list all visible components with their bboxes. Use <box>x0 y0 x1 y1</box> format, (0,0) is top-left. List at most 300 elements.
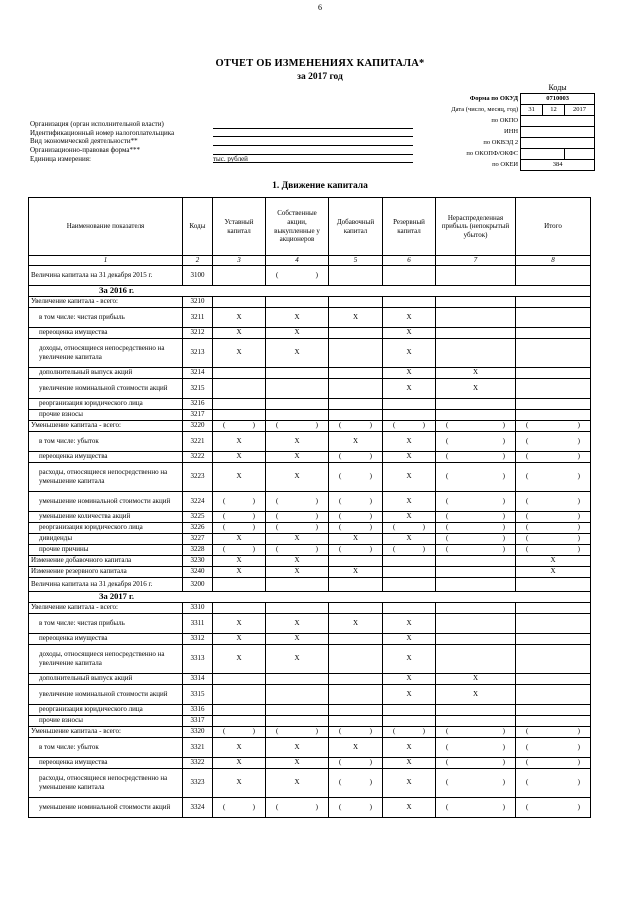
col-number-2: 2 <box>183 256 213 266</box>
table-row <box>29 431 591 451</box>
value-cell: X <box>213 555 266 566</box>
value-cell <box>329 338 383 367</box>
table-row <box>29 566 591 577</box>
value-cell <box>213 265 266 285</box>
row-label: в том числе: чистая прибыль <box>29 307 183 327</box>
row-label: уменьшение количества акций <box>29 511 183 522</box>
negative-value-brackets: ( ) <box>526 421 580 430</box>
value-cell: X <box>383 367 436 378</box>
value-cell: X <box>266 757 329 768</box>
value-cell <box>266 684 329 704</box>
table-row <box>29 577 591 591</box>
negative-value-brackets: ( ) <box>526 545 580 554</box>
negative-value-brackets: ( ) <box>276 545 318 554</box>
value-cell <box>266 726 329 737</box>
negative-value-brackets: ( ) <box>339 802 372 811</box>
value-cell <box>213 704 266 715</box>
value-cell: X <box>516 555 591 566</box>
date-label: Дата (число, месяц, год) <box>451 106 519 113</box>
org-form-label: Организационно-правовая форма*** <box>30 146 141 155</box>
okved-value <box>521 138 595 149</box>
value-cell <box>436 577 516 591</box>
negative-value-brackets: ( ) <box>276 727 318 736</box>
row-code: 3320 <box>183 726 213 737</box>
row-code: 3322 <box>183 757 213 768</box>
negative-value-brackets: ( ) <box>223 496 255 505</box>
value-cell <box>383 544 436 555</box>
value-cell <box>436 451 516 462</box>
value-cell <box>516 684 591 704</box>
value-cell <box>329 644 383 673</box>
value-cell <box>383 522 436 533</box>
negative-value-brackets: ( ) <box>393 523 425 532</box>
value-cell <box>436 726 516 737</box>
row-code: 3215 <box>183 378 213 398</box>
value-cell <box>436 462 516 491</box>
table-row <box>29 737 591 757</box>
value-cell: X <box>266 451 329 462</box>
value-cell: X <box>383 613 436 633</box>
value-cell <box>516 726 591 737</box>
value-cell <box>329 633 383 644</box>
value-cell <box>329 378 383 398</box>
row-label: реорганизация юридического лица <box>29 398 183 409</box>
value-cell <box>516 673 591 684</box>
value-cell <box>329 511 383 522</box>
codes-header: Коды <box>548 83 567 92</box>
value-cell <box>266 511 329 522</box>
value-cell <box>213 715 266 726</box>
row-label: реорганизация юридического лица <box>29 522 183 533</box>
table-row <box>29 462 591 491</box>
value-cell: X <box>213 327 266 338</box>
okud-value: 0710003 <box>521 94 595 105</box>
value-cell <box>516 715 591 726</box>
col-number-3: 3 <box>213 256 266 266</box>
report-period: за 2017 год <box>297 72 343 82</box>
table-row <box>29 327 591 338</box>
value-cell <box>213 409 266 420</box>
value-cell <box>436 265 516 285</box>
okpo-value <box>521 116 595 127</box>
value-cell: X <box>266 737 329 757</box>
value-cell <box>266 544 329 555</box>
value-cell <box>213 491 266 511</box>
value-cell <box>516 644 591 673</box>
value-cell <box>436 566 516 577</box>
row-code: 3222 <box>183 451 213 462</box>
value-cell <box>329 602 383 613</box>
col-header-total: Итого <box>516 198 591 256</box>
negative-value-brackets: ( ) <box>276 523 318 532</box>
okved-label: по ОКВЭД 2 <box>483 139 519 146</box>
value-cell <box>266 522 329 533</box>
value-cell <box>213 378 266 398</box>
row-code: 3317 <box>183 715 213 726</box>
value-cell <box>516 704 591 715</box>
negative-value-brackets: ( ) <box>276 496 318 505</box>
table-row <box>29 511 591 522</box>
negative-value-brackets: ( ) <box>446 496 505 505</box>
value-cell <box>266 367 329 378</box>
col-header-code: Коды <box>183 198 213 256</box>
value-cell: X <box>266 431 329 451</box>
row-code: 3214 <box>183 367 213 378</box>
organization-info <box>30 120 330 164</box>
page-number: 6 <box>318 3 322 12</box>
negative-value-brackets: ( ) <box>526 512 580 521</box>
value-cell <box>436 644 516 673</box>
negative-value-brackets: ( ) <box>223 523 255 532</box>
org-name-line <box>213 120 413 129</box>
row-code: 3212 <box>183 327 213 338</box>
row-code: 3310 <box>183 602 213 613</box>
value-cell <box>516 462 591 491</box>
row-code: 3223 <box>183 462 213 491</box>
value-cell <box>329 296 383 307</box>
value-cell <box>516 265 591 285</box>
org-inn-line <box>213 129 413 138</box>
report-title: ОТЧЕТ ОБ ИЗМЕНЕНИЯХ КАПИТАЛА* <box>215 58 425 69</box>
value-cell <box>516 633 591 644</box>
table-row <box>29 768 591 797</box>
value-cell: X <box>266 462 329 491</box>
row-label: переоценка имущества <box>29 633 183 644</box>
value-cell: X <box>383 431 436 451</box>
row-label: в том числе: чистая прибыль <box>29 613 183 633</box>
negative-value-brackets: ( ) <box>526 452 580 461</box>
value-cell <box>436 715 516 726</box>
date-day: 31 <box>521 105 543 116</box>
value-cell: X <box>383 533 436 544</box>
row-code: 3224 <box>183 491 213 511</box>
value-cell: X <box>213 451 266 462</box>
row-label: Величина капитала на 31 декабря 2015 г. <box>29 265 183 285</box>
table-row <box>29 613 591 633</box>
table-row <box>29 757 591 768</box>
row-label: Изменение добавочного капитала <box>29 555 183 566</box>
value-cell <box>266 797 329 817</box>
value-cell: X <box>436 684 516 704</box>
table-row <box>29 398 591 409</box>
value-cell <box>213 577 266 591</box>
value-cell: X <box>383 307 436 327</box>
value-cell: X <box>329 533 383 544</box>
okei-value: 384 <box>521 160 595 171</box>
row-code: 3213 <box>183 338 213 367</box>
value-cell <box>329 577 383 591</box>
value-cell: X <box>213 431 266 451</box>
row-code: 3323 <box>183 768 213 797</box>
value-cell <box>266 420 329 431</box>
value-cell <box>266 409 329 420</box>
value-cell <box>383 566 436 577</box>
value-cell <box>383 296 436 307</box>
value-cell: X <box>383 797 436 817</box>
table-row <box>29 378 591 398</box>
row-code: 3225 <box>183 511 213 522</box>
value-cell <box>329 715 383 726</box>
col-header-retained: Нераспределенная прибыль (непокрытый убыток) <box>436 198 516 256</box>
value-cell: X <box>213 462 266 491</box>
value-cell: X <box>329 431 383 451</box>
okfs-value <box>565 149 595 160</box>
okopf-value <box>521 149 565 160</box>
value-cell <box>329 768 383 797</box>
table-row <box>29 533 591 544</box>
negative-value-brackets: ( ) <box>446 727 505 736</box>
row-code: 3227 <box>183 533 213 544</box>
value-cell <box>436 613 516 633</box>
row-label: переоценка имущества <box>29 757 183 768</box>
row-label: увеличение номинальной стоимости акций <box>29 684 183 704</box>
row-label: увеличение номинальной стоимости акций <box>29 378 183 398</box>
value-cell <box>516 768 591 797</box>
row-label: доходы, относящиеся непосредственно на увеличение капитала <box>29 644 183 673</box>
negative-value-brackets: ( ) <box>339 758 372 767</box>
value-cell <box>329 265 383 285</box>
negative-value-brackets: ( ) <box>339 421 372 430</box>
value-cell <box>213 673 266 684</box>
value-cell <box>516 338 591 367</box>
value-cell: X <box>266 644 329 673</box>
value-cell: X <box>213 768 266 797</box>
value-cell <box>329 555 383 566</box>
row-label: уменьшение номинальной стоимости акций <box>29 797 183 817</box>
row-code: 3313 <box>183 644 213 673</box>
value-cell: X <box>213 644 266 673</box>
value-cell <box>516 511 591 522</box>
value-cell <box>383 555 436 566</box>
value-cell: X <box>383 757 436 768</box>
table-row <box>29 420 591 431</box>
value-cell <box>516 431 591 451</box>
value-cell <box>329 684 383 704</box>
row-code: 3314 <box>183 673 213 684</box>
negative-value-brackets: ( ) <box>526 742 580 751</box>
value-cell <box>329 462 383 491</box>
value-cell <box>516 602 591 613</box>
value-cell <box>213 522 266 533</box>
value-cell <box>213 511 266 522</box>
row-label: Увеличение капитала - всего: <box>29 602 183 613</box>
negative-value-brackets: ( ) <box>446 472 505 481</box>
value-cell <box>516 367 591 378</box>
col-number-6: 6 <box>383 256 436 266</box>
value-cell: X <box>383 511 436 522</box>
table-row <box>29 726 591 737</box>
table-row <box>29 522 591 533</box>
negative-value-brackets: ( ) <box>446 545 505 554</box>
row-label: Изменение резервного капитала <box>29 566 183 577</box>
inn-value <box>521 127 595 138</box>
value-cell <box>516 577 591 591</box>
value-cell <box>213 726 266 737</box>
value-cell <box>329 491 383 511</box>
row-code: 3316 <box>183 704 213 715</box>
org-form-line <box>213 146 413 155</box>
row-code: 3228 <box>183 544 213 555</box>
row-code: 3230 <box>183 555 213 566</box>
row-label: Увеличение капитала - всего: <box>29 296 183 307</box>
value-cell <box>516 797 591 817</box>
value-cell <box>383 704 436 715</box>
value-cell <box>436 420 516 431</box>
negative-value-brackets: ( ) <box>446 523 505 532</box>
year-header: За 2017 г. <box>29 591 591 602</box>
value-cell <box>436 768 516 797</box>
value-cell <box>436 296 516 307</box>
row-code: 3311 <box>183 613 213 633</box>
negative-value-brackets: ( ) <box>446 512 505 521</box>
okopf-label: по ОКОПФ/ОКФС <box>466 150 519 157</box>
row-code: 3240 <box>183 566 213 577</box>
negative-value-brackets: ( ) <box>526 496 580 505</box>
capital-movement-table <box>28 197 591 818</box>
value-cell <box>383 265 436 285</box>
negative-value-brackets: ( ) <box>339 452 372 461</box>
negative-value-brackets: ( ) <box>339 496 372 505</box>
value-cell: X <box>213 338 266 367</box>
table-row <box>29 265 591 285</box>
value-cell <box>516 307 591 327</box>
value-cell <box>516 378 591 398</box>
table-row <box>29 367 591 378</box>
table-row <box>29 491 591 511</box>
value-cell <box>436 491 516 511</box>
value-cell: X <box>329 737 383 757</box>
col-number-4: 4 <box>266 256 329 266</box>
row-code: 3321 <box>183 737 213 757</box>
table-row <box>29 633 591 644</box>
negative-value-brackets: ( ) <box>223 421 255 430</box>
row-label: прочие взносы <box>29 409 183 420</box>
value-cell <box>436 797 516 817</box>
negative-value-brackets: ( ) <box>446 452 505 461</box>
row-label: дивиденды <box>29 533 183 544</box>
value-cell <box>329 398 383 409</box>
row-code: 3324 <box>183 797 213 817</box>
value-cell <box>329 544 383 555</box>
value-cell <box>266 704 329 715</box>
negative-value-brackets: ( ) <box>446 742 505 751</box>
negative-value-brackets: ( ) <box>223 727 255 736</box>
negative-value-brackets: ( ) <box>223 802 255 811</box>
value-cell <box>436 338 516 367</box>
row-label: в том числе: убыток <box>29 431 183 451</box>
org-unit-value: тыс. рублей <box>213 155 413 164</box>
value-cell <box>329 451 383 462</box>
value-cell <box>436 511 516 522</box>
row-code: 3211 <box>183 307 213 327</box>
negative-value-brackets: ( ) <box>276 270 318 279</box>
row-label: дополнительный выпуск акций <box>29 673 183 684</box>
col-number-7: 7 <box>436 256 516 266</box>
value-cell: X <box>383 673 436 684</box>
row-code: 3217 <box>183 409 213 420</box>
value-cell <box>436 757 516 768</box>
row-label: прочие взносы <box>29 715 183 726</box>
value-cell <box>383 726 436 737</box>
value-cell: X <box>329 566 383 577</box>
value-cell: X <box>436 367 516 378</box>
table-row <box>29 797 591 817</box>
row-code: 3210 <box>183 296 213 307</box>
table-row <box>29 555 591 566</box>
value-cell <box>329 726 383 737</box>
negative-value-brackets: ( ) <box>526 802 580 811</box>
date-month: 12 <box>543 105 565 116</box>
table-row <box>29 673 591 684</box>
table-row <box>29 704 591 715</box>
org-activity-line <box>213 137 413 146</box>
row-label: дополнительный выпуск акций <box>29 367 183 378</box>
value-cell: X <box>266 307 329 327</box>
negative-value-brackets: ( ) <box>339 778 372 787</box>
value-cell <box>516 327 591 338</box>
table-row <box>29 409 591 420</box>
negative-value-brackets: ( ) <box>526 472 580 481</box>
negative-value-brackets: ( ) <box>339 512 372 521</box>
value-cell: X <box>383 491 436 511</box>
value-cell <box>516 613 591 633</box>
value-cell: X <box>383 462 436 491</box>
value-cell: X <box>516 566 591 577</box>
value-cell <box>516 737 591 757</box>
value-cell <box>516 409 591 420</box>
value-cell <box>516 544 591 555</box>
negative-value-brackets: ( ) <box>393 545 425 554</box>
okei-label: по ОКЕИ <box>492 161 519 168</box>
value-cell <box>436 602 516 613</box>
negative-value-brackets: ( ) <box>276 421 318 430</box>
value-cell: X <box>383 378 436 398</box>
col-header-additional: Добавочный капитал <box>329 198 383 256</box>
value-cell <box>266 577 329 591</box>
year-header-row <box>29 591 591 602</box>
col-header-charter: Уставный капитал <box>213 198 266 256</box>
negative-value-brackets: ( ) <box>446 758 505 767</box>
value-cell: X <box>266 633 329 644</box>
value-cell <box>213 544 266 555</box>
org-unit-label: Единица измерения: <box>30 154 91 163</box>
value-cell <box>213 602 266 613</box>
value-cell <box>329 409 383 420</box>
table-row <box>29 296 591 307</box>
value-cell: X <box>383 737 436 757</box>
value-cell <box>266 296 329 307</box>
value-cell: X <box>383 327 436 338</box>
value-cell <box>266 378 329 398</box>
value-cell: X <box>266 566 329 577</box>
org-name-label: Организация (орган исполнительной власти) <box>30 120 164 128</box>
value-cell <box>266 715 329 726</box>
value-cell <box>516 491 591 511</box>
col-number-5: 5 <box>329 256 383 266</box>
value-cell: X <box>266 327 329 338</box>
table-row <box>29 715 591 726</box>
row-code: 3312 <box>183 633 213 644</box>
row-label: Величина капитала на 31 декабря 2016 г. <box>29 577 183 591</box>
value-cell <box>436 307 516 327</box>
value-cell: X <box>383 338 436 367</box>
row-label: Уменьшение капитала - всего: <box>29 420 183 431</box>
value-cell: X <box>266 613 329 633</box>
table-row <box>29 451 591 462</box>
negative-value-brackets: ( ) <box>393 727 425 736</box>
value-cell <box>516 398 591 409</box>
value-cell <box>436 633 516 644</box>
